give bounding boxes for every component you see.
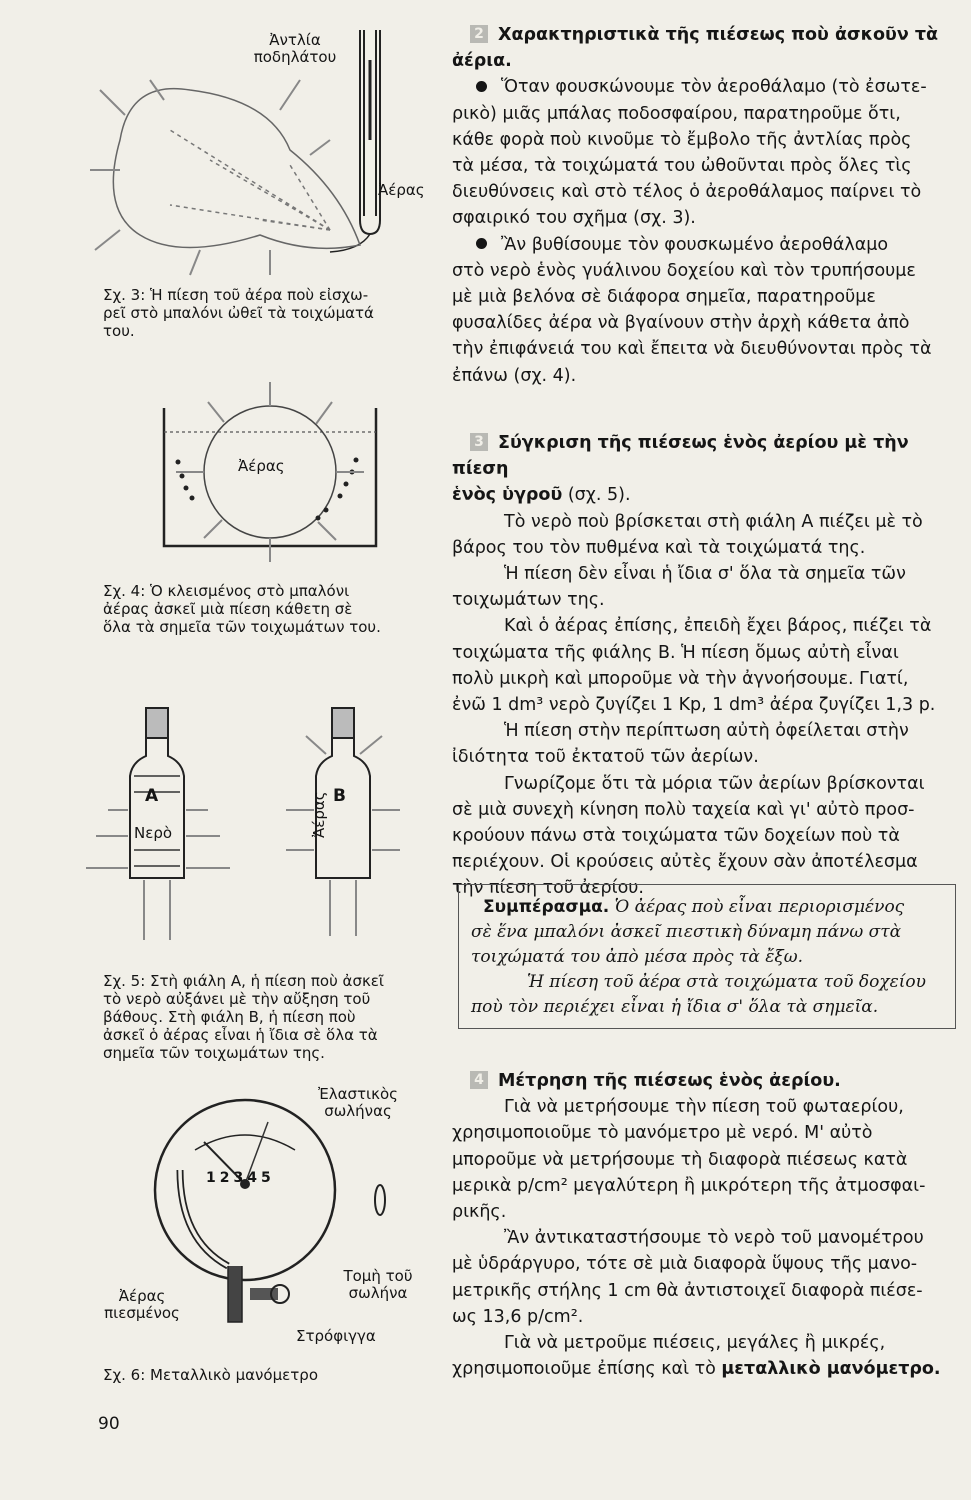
text-line: ἰδιότητα τοῦ ἐκτατοῦ τῶν ἀερίων.	[452, 747, 759, 768]
compressed-air-line-2: πιεσμένος	[104, 1304, 180, 1322]
text-line: τὰ μέσα, τὰ τοιχώματά του ὠθοῦνται πρὸς ὅλες τὶς	[452, 156, 912, 177]
fig6-caption: Σχ. 6: Μεταλλικὸ μανόμετρο	[103, 1366, 318, 1384]
bottle-b-label: B	[333, 786, 346, 806]
fig5-caption-line-4: ἀσκεῖ ὁ ἀέρας εἶναι ἡ ἴδια σὲ ὅλα τὰ	[103, 1026, 378, 1044]
figure-4-balloon-in-water	[150, 372, 450, 572]
fig5-caption-line-2: τὸ νερὸ αὐξάνει μὲ τὴν αὔξηση τοῦ	[103, 990, 371, 1008]
text-line: πολὺ μικρὴ καὶ μποροῦμε νὰ τὴν ἀγνοήσουμε. Γιατί,	[452, 668, 909, 689]
metal-manometer-term: μεταλλικὸ μανόμετρο.	[721, 1359, 941, 1380]
section-3-title-line-2	[452, 482, 962, 508]
water-label: Νερὸ	[134, 824, 173, 842]
text-line: μερικὰ p/cm² μεγαλύτερη ἢ μικρότερη τῆς ἀτμοσφαι-	[452, 1175, 926, 1196]
section-4-last-line	[452, 1356, 962, 1382]
fig5-caption-line-5: σημεῖα τῶν τοιχωμάτων της.	[103, 1044, 325, 1062]
fig3-air-label: Ἀέρας	[378, 181, 425, 199]
text-line: ἐπάνω (σχ. 4).	[452, 365, 577, 386]
section-3-title-ref: (σχ. 5).	[567, 485, 631, 506]
dial-mark: 1	[206, 1170, 220, 1186]
conclusion-box	[458, 884, 956, 1029]
elastic-tube-line-2: σωλήνας	[324, 1102, 392, 1120]
section-2-bullet-2-line-1: Ἂν βυθίσουμε τὸν φουσκωμένο ἀεροθάλαμο	[501, 234, 889, 255]
text-line: μποροῦμε νὰ μετρήσουμε τὴ διαφορὰ πιέσεως κατὰ	[452, 1149, 908, 1170]
text-line: κάθε φορὰ ποὺ κινοῦμε τὸ ἔμβολο τῆς ἀντλίας πρὸς	[452, 129, 912, 150]
fig4-caption	[103, 582, 423, 636]
text-line: ἐνῶ 1 dm³ νερὸ ζυγίζει 1 Kp, 1 dm³ ἀέρα ζυγίζει 1,3 p.	[452, 695, 936, 716]
text-line: ως 13,6 p/cm².	[452, 1306, 584, 1327]
section-2-bullet-1-line-1: Ὅταν φουσκώνουμε τὸν ἀεροθάλαμο (τὸ ἐσωτε-	[501, 77, 927, 98]
conclusion-text: ποὺ τὸν περιέχει εἶναι ἡ ἴδια σ' ὅλα τὰ σημεῖα.	[471, 997, 879, 1017]
compressed-air-line-1: Ἀέρας	[118, 1287, 166, 1305]
section-4	[452, 1068, 962, 1382]
valve-label: Στρόφιγγα	[296, 1327, 376, 1345]
conclusion-line-5	[471, 995, 945, 1020]
section-2-bullet-1	[452, 74, 962, 100]
bottle-b-air-label: Ἀέρας	[310, 791, 328, 838]
dial-mark: 2	[219, 1170, 234, 1186]
section-2-heading	[452, 22, 962, 48]
text-line: κρούουν πάνω στὰ τοιχώματα τῶν δοχείων ποὺ τὰ	[452, 826, 900, 847]
section-3-number: 3	[470, 433, 488, 451]
fig4-air-label: Ἀέρας	[238, 457, 285, 475]
text-span: χρησιμοποιοῦμε ἐπίσης καὶ τὸ	[452, 1359, 716, 1380]
fig5-caption-line-1: Σχ. 5: Στὴ φιάλη Α, ἡ πίεση ποὺ ἀσκεῖ	[103, 972, 384, 990]
elastic-tube-label	[308, 1086, 408, 1120]
text-line: μὲ μιὰ βελόνα σὲ διάφορα σημεῖα, παρατηροῦμε	[452, 287, 876, 308]
compressed-air-label	[94, 1288, 190, 1322]
text-line: περιέχουν. Οἱ κρούσεις αὐτὲς ἔχουν σὰν ἀποτέλεσμα	[452, 852, 918, 873]
text-line: τοιχωμάτων της.	[452, 590, 605, 611]
fig5-caption-line-3: βάθους. Στὴ φιάλη Β, ἡ πίεση ποὺ	[103, 1008, 356, 1026]
fig3-caption-line-3: του.	[103, 322, 135, 340]
tube-section-label	[336, 1268, 420, 1302]
text-line: μετρικῆς στήλης 1 cm θὰ ἀντιστοιχεῖ διαφορὰ πιέσε-	[452, 1280, 923, 1301]
text-line: τὴν πίεση τοῦ ἀερίου.	[452, 878, 644, 899]
conclusion-line-1	[471, 895, 945, 920]
fig5-caption	[103, 972, 423, 1062]
pump-label	[245, 32, 345, 66]
text-line: Γιὰ νὰ μετρήσουμε τὴν πίεση τοῦ φωταερίου,	[504, 1097, 904, 1118]
dial-mark: 4	[247, 1170, 261, 1186]
text-line: χρησιμοποιοῦμε τὸ μανόμετρο μὲ νερό. Μ' αὐτὸ	[452, 1123, 873, 1144]
fig3-caption-line-1: Σχ. 3: Ἡ πίεση τοῦ ἀέρα ποὺ εἰσχω-	[103, 286, 369, 304]
section-3-title-line-1: Σύγκριση τῆς πιέσεως ἑνὸς ἀερίου μὲ τὴν πίεση	[452, 433, 909, 480]
section-2-number: 2	[470, 25, 488, 43]
text-line: Τὸ νερὸ ποὺ βρίσκεται στὴ φιάλη Α πιέζει μὲ τὸ	[504, 511, 923, 532]
text-line: βάρος του τὸν πυθμένα καὶ τὰ τοιχώματά της.	[452, 537, 866, 558]
text-line: ρικὸ) μιᾶς μπάλας ποδοσφαίρου, παρατηροῦμε ὅτι,	[452, 103, 901, 124]
dial-mark: 3	[233, 1170, 248, 1186]
section-3-title-bold: ἑνὸς ὑγροῦ	[452, 485, 563, 506]
text-line: διευθύνσεις καὶ στὸ τέλος ὁ ἀεροθάλαμος παίρνει τὸ	[452, 182, 922, 203]
fig4-caption-line-1: Σχ. 4: Ὁ κλεισμένος στὸ μπαλόνι	[103, 582, 350, 600]
section-2-bullet-2	[452, 232, 962, 258]
pump-label-line-1: Ἀντλία	[269, 31, 321, 49]
manometer-dial	[206, 1170, 275, 1186]
conclusion-line-4	[471, 970, 945, 995]
text-line: Γιὰ νὰ μετροῦμε πιέσεις, μεγάλες ἢ μικρές,	[504, 1333, 886, 1354]
page-number: 90	[98, 1414, 120, 1434]
text-line: φυσαλίδες ἀέρα νὰ βγαίνουν στὴν ἀρχὴ κάθετα ἀπὸ	[452, 313, 910, 334]
text-line: Ἡ πίεση δὲν εἶναι ἡ ἴδια σ' ὅλα τὰ σημεῖα τῶν	[504, 564, 906, 585]
tube-section-line-1: Τομὴ τοῦ	[343, 1267, 413, 1285]
bullet-icon	[476, 81, 487, 92]
figure-5-bottles	[80, 700, 410, 960]
text-line: μὲ ὑδράργυρο, τότε σὲ μιὰ διαφορὰ ὕψους τῆς μανο-	[452, 1254, 918, 1275]
section-4-heading	[452, 1068, 962, 1094]
conclusion-text: Ἡ πίεση τοῦ ἀέρα στὰ τοιχώματα τοῦ δοχείου	[527, 972, 926, 992]
bullet-icon	[476, 238, 487, 249]
fig3-caption-line-2: ρεῖ στὸ μπαλόνι ὠθεῖ τὰ τοιχώματά	[103, 304, 374, 322]
tube-section-line-2: σωλήνα	[348, 1284, 408, 1302]
text-line: Καὶ ὁ ἀέρας ἐπίσης, ἐπειδὴ ἔχει βάρος, πιέζει τὰ	[504, 616, 932, 637]
text-line: Ἂν ἀντικαταστήσουμε τὸ νερὸ τοῦ μανομέτρου	[504, 1228, 924, 1249]
conclusion-text: σὲ ἕνα μπαλόνι ἀσκεῖ πιεστικὴ δύναμη πάνω στὰ	[471, 922, 902, 942]
text-line: Γνωρίζομε ὅτι τὰ μόρια τῶν ἀερίων βρίσκονται	[504, 773, 925, 794]
conclusion-text: τοιχώματά του ἀπὸ μέσα πρὸς τὰ ἔξω.	[471, 947, 803, 967]
text-line: στὸ νερὸ ἑνὸς γυάλινου δοχείου καὶ τὸν τρυπήσουμε	[452, 260, 916, 281]
section-2-title-line-2: ἀέρια.	[452, 51, 512, 72]
text-line: τὴν ἐπιφάνειά του καὶ ἔπειτα νὰ διευθύνονται πρὸς τὰ	[452, 339, 932, 360]
text-line: Ἡ πίεση στὴν περίπτωση αὐτὴ ὀφείλεται στὴν	[504, 721, 909, 742]
section-2-title-line-1: Χαρακτηριστικὰ τῆς πιέσεως ποὺ ἀσκοῦν τὰ	[498, 25, 939, 45]
elastic-tube-line-1: Ἐλαστικὸς	[318, 1085, 398, 1103]
dial-mark: 5	[261, 1170, 275, 1186]
section-3	[452, 430, 962, 902]
conclusion-line-2	[471, 920, 945, 945]
fig3-caption	[103, 286, 413, 340]
conclusion-text: Ὁ ἀέρας ποὺ εἶναι περιορισμένος	[614, 897, 905, 917]
bottle-a-label: A	[145, 786, 159, 806]
text-line: σὲ μιὰ συνεχὴ κίνηση πολὺ ταχεία καὶ γι' αὐτὸ προσ-	[452, 799, 915, 820]
section-2	[452, 22, 962, 389]
text-line: σφαιρικό του σχῆμα (σχ. 3).	[452, 208, 696, 229]
text-line: ρικῆς.	[452, 1202, 507, 1223]
text-line: τοιχώματα τῆς φιάλης Β. Ἡ πίεση ὅμως αὐτὴ εἶναι	[452, 642, 899, 663]
conclusion-title: Συμπέρασμα.	[483, 897, 610, 917]
section-4-title: Μέτρηση τῆς πιέσεως ἑνὸς ἀερίου.	[498, 1071, 841, 1091]
section-4-number: 4	[470, 1071, 488, 1089]
conclusion-line-3	[471, 945, 945, 970]
fig4-caption-line-3: ὅλα τὰ σημεῖα τῶν τοιχωμάτων του.	[103, 618, 381, 636]
section-3-heading	[452, 430, 962, 482]
pump-label-line-2: ποδηλάτου	[253, 48, 337, 66]
fig4-caption-line-2: ἀέρας ἀσκεῖ μιὰ πίεση κάθετη σὲ	[103, 600, 353, 618]
